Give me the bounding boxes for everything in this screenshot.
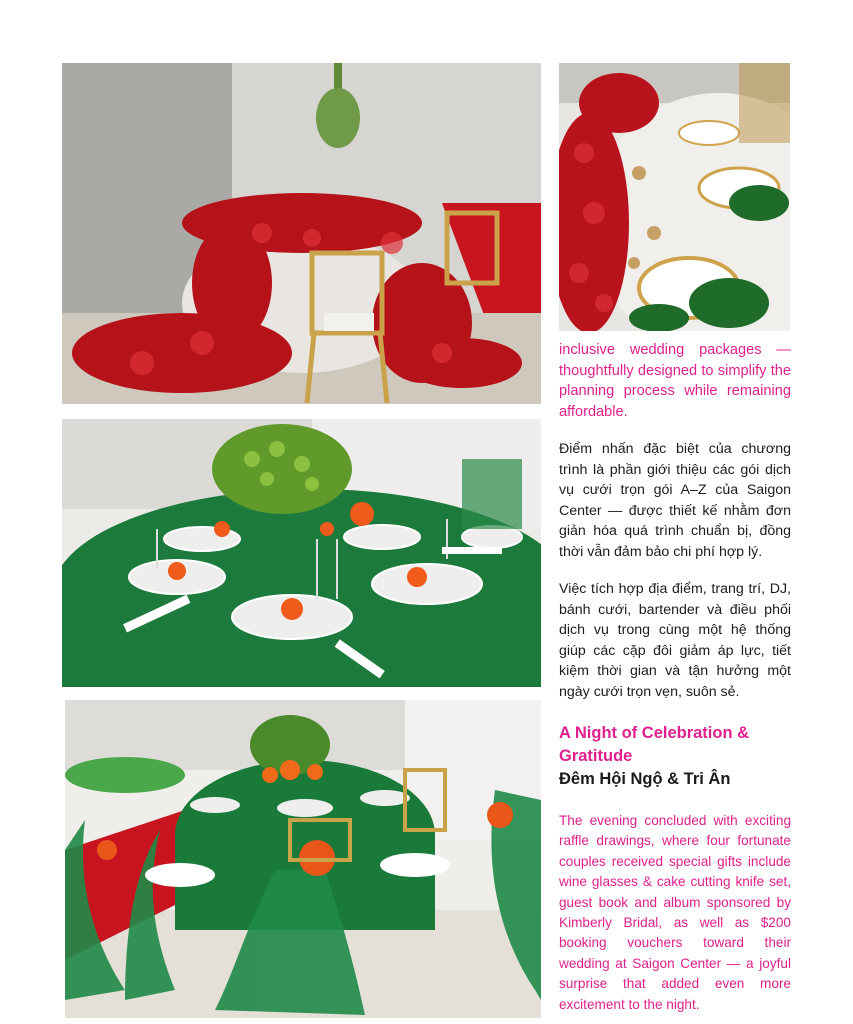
section-heading-vietnamese: Đêm Hội Ngộ & Tri Ân xyxy=(559,770,731,788)
intro-english-paragraph: inclusive wedding packages — thoughtfully designed to simplify the planning process while remaining affordable. xyxy=(559,342,791,420)
vietnamese-paragraph-2: Việc tích hợp địa điểm, trang trí, DJ, bánh cưới, bartender và điều phối dịch vụ trong cùng một hệ thống giúp các cặp đôi giảm áp lực, tiết kiệm thời gian và tận hưởng một ngày cưới trọn vẹn, suôn sẻ. xyxy=(559,581,791,700)
photo-red-rose-table xyxy=(62,63,541,404)
vietnamese-paragraph-1: Điểm nhấn đặc biệt của chương trình là phần giới thiệu các gói dịch vụ cưới trọn gói A–Z của Saigon Center — được thiết kế nhằm đơn giản hóa quá trình chuẩn bị, đồng thời vẫn đảm bảo chi phí hợp lý. xyxy=(559,441,791,560)
closing-english-paragraph: The evening concluded with exciting raffle drawings, where four fortunate couples received special gifts include wine glasses & cake cutting knife set, guest book and album sponsored by Kimberly Bridal, as well as $200 booking vouchers toward their wedding at Saigon Center — a joyful surprise that added even more excitement to the night. xyxy=(559,813,791,1012)
section-heading-english: A Night of Celebration & Gratitude xyxy=(559,724,750,765)
photo-green-tulle-chairs xyxy=(65,700,541,1018)
photo-green-lace-table xyxy=(62,419,541,687)
photo-table-setting-closeup xyxy=(559,63,790,331)
